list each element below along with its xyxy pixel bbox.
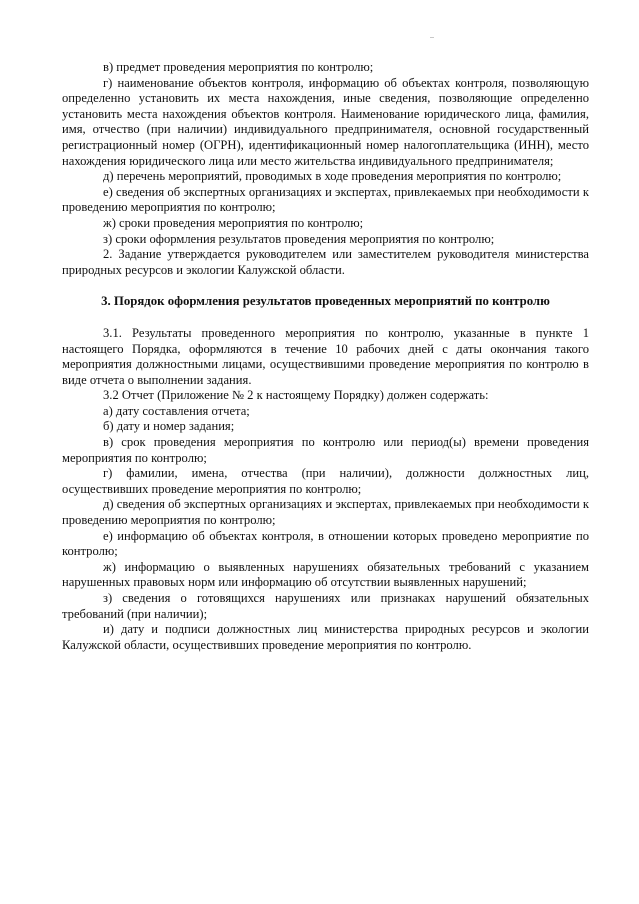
- report-item-z: з) сведения о готовящихся нарушениях или признаках нарушений обязательных требований (при наличии);: [62, 591, 589, 621]
- document-body: [62, 60, 589, 653]
- section-3-heading: 3. Порядок оформления результатов проведенных мероприятий по контролю: [101, 294, 550, 309]
- clause-3-1: 3.1. Результаты проведенного мероприятия по контролю, указанные в пункте 1 настоящего Порядка, оформляются в течение 10 рабочих дней с даты окончания такого мероприятия должностными лицами, осуществившими проведение мероприятия по контролю в виде отчета о выполнении задания.: [62, 325, 589, 387]
- report-item-i: и) дату и подписи должностных лиц министерства природных ресурсов и экологии Калужской области, осуществивших проведение мероприятия по контролю.: [62, 622, 589, 652]
- item-d-activities-list: д) перечень мероприятий, проводимых в ходе проведения мероприятия по контролю;: [103, 169, 562, 184]
- report-item-a: а) дату составления отчета;: [103, 403, 250, 418]
- report-item-zh: ж) информацию о выявленных нарушениях обязательных требований с указанием нарушенных правовых норм или информацию об отсутствии выявленных нарушений;: [62, 559, 589, 590]
- item-zh-deadlines: ж) сроки проведения мероприятия по контролю;: [103, 215, 364, 230]
- clause-2-approval: 2. Задание утверждается руководителем или заместителем руководителя министерства природных ресурсов и экологии Калужской области.: [62, 247, 589, 277]
- report-item-v: в) срок проведения мероприятия по контролю или период(ы) времени проведения мероприятия по контролю;: [62, 435, 589, 465]
- item-z-results-deadlines: з) сроки оформления результатов проведения мероприятия по контролю;: [103, 231, 495, 246]
- report-item-e: е) информацию об объектах контроля, в отношении которых проведено мероприятие по контролю;: [62, 528, 589, 559]
- item-e-experts: е) сведения об экспертных организациях и экспертах, привлекаемых при необходимости к проведению мероприятия по контролю;: [62, 184, 589, 215]
- clause-3-2: 3.2 Отчет (Приложение № 2 к настоящему Порядку) должен содержать:: [103, 388, 489, 403]
- scan-speck: [430, 37, 434, 38]
- item-v-subject: в) предмет проведения мероприятия по контролю;: [103, 60, 374, 74]
- report-item-b: б) дату и номер задания;: [103, 419, 235, 434]
- item-g-control-objects: г) наименование объектов контроля, информацию об объектах контроля, позволяющую определенно установить их места нахождения, иные сведения, позволяющие определенно установить места нахождения объектов контроля. Наименование юридического лица, фамилия, имя, отчество (при наличии) индивидуального предпринимателя, основной государственный регистрационный номер (ОГРН), идентификационный номер налогоплательщика (ИНН), место нахождения юридического лица или место жительства индивидуального предпринимателя;: [62, 75, 589, 168]
- report-item-g: г) фамилии, имена, отчества (при наличии), должности должностных лиц, осуществивших проведение мероприятия по контролю;: [62, 466, 589, 496]
- report-item-d: д) сведения об экспертных организациях и экспертах, привлекаемых при необходимости к проведению мероприятия по контролю;: [62, 497, 589, 528]
